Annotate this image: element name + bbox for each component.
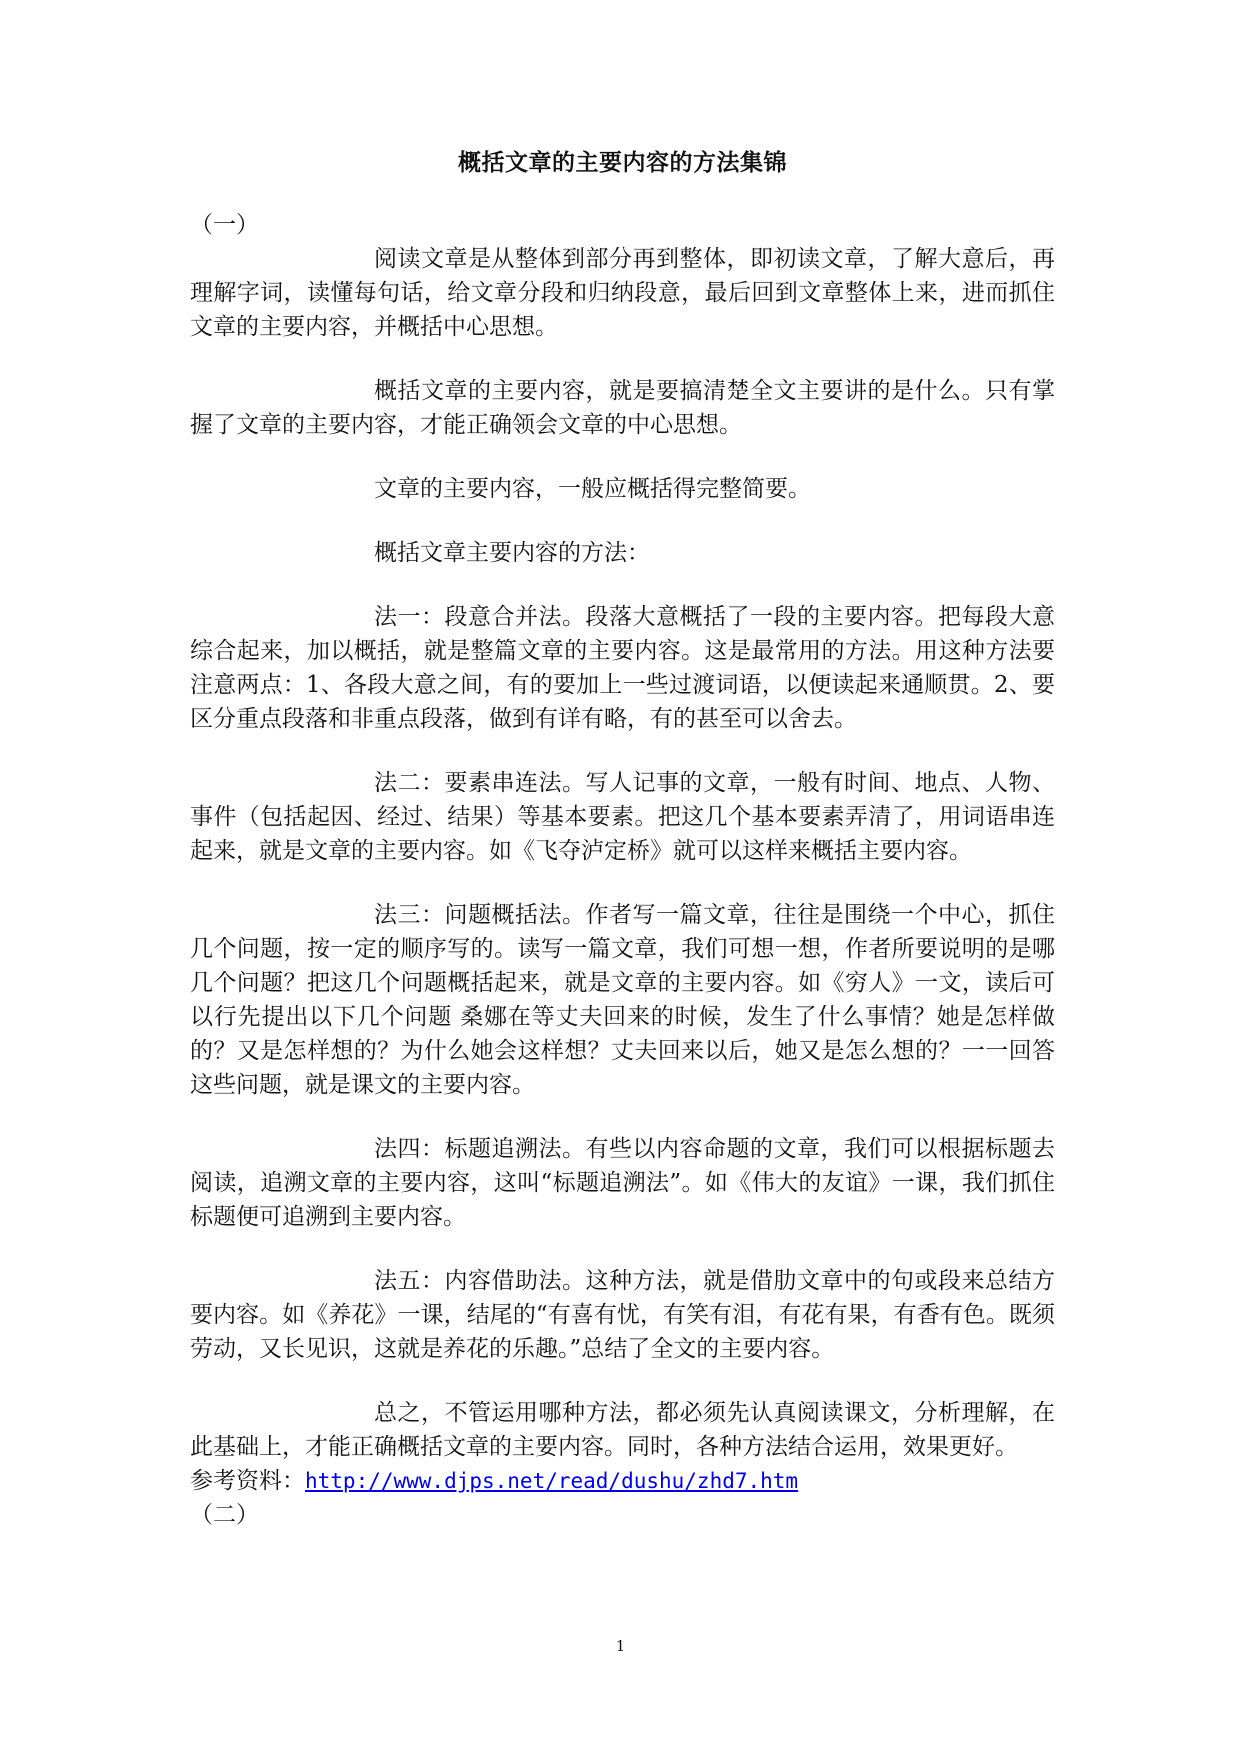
page-number: 1 <box>615 1637 626 1655</box>
document-title: 概括文章的主要内容的方法集锦 <box>458 149 787 176</box>
paragraph-method-2: 法二：要素串连法。写人记事的文章，一般有时间、地点、人物、事件（包括起因、经过、结果）等基本要素。把这几个基本要素弄清了，用词语串连起来，就是文章的主要内容。如《飞夺泸定桥》就可以这样来概括主要内容。 <box>190 770 1055 864</box>
document-body <box>190 148 1055 1532</box>
reference-line <box>190 1464 1055 1498</box>
paragraph-conclusion: 总之，不管运用哪种方法，都必须先认真阅读课文，分析理解，在此基础上，才能正确概括文章的主要内容。同时，各种方法结合运用，效果更好。 <box>190 1400 1055 1460</box>
paragraph-methods-heading: 概括文章主要内容的方法： <box>374 540 650 566</box>
paragraph-definition: 概括文章的主要内容，就是要搞清楚全文主要讲的是什么。只有掌握了文章的主要内容，才能正确领会文章的中心思想。 <box>190 378 1055 438</box>
paragraph-method-3: 法三：问题概括法。作者写一篇文章，往往是围绕一个中心，抓住几个问题，按一定的顺序写的。读写一篇文章，我们可想一想，作者所要说明的是哪几个问题？把这几个问题概括起来，就是文章的主要内容。如《穷人》一文，读后可以行先提出以下几个问题 桑娜在等丈夫回来的时候，发生了什么事情？她是怎样做的？又是怎样想的？为什么她会这样想？丈夫回来以后，她又是怎么想的？一一回答这些问题，就是课文的主要内容。 <box>190 902 1055 1098</box>
paragraph-method-4: 法四：标题追溯法。有些以内容命题的文章，我们可以根据标题去阅读，追溯文章的主要内容，这叫“标题追溯法”。如《伟大的友谊》一课，我们抓住标题便可追溯到主要内容。 <box>190 1136 1055 1230</box>
paragraph-method-5: 法五：内容借助法。这种方法，就是借肋文章中的句或段来总结方要内容。如《养花》一课，结尾的“有喜有忧，有笑有泪，有花有果，有香有色。既须劳动，又长见识，这就是养花的乐趣。”总结了全文的主要内容。 <box>190 1268 1055 1362</box>
section-marker-1: （一） <box>190 212 259 238</box>
reference-label: 参考资料： <box>190 1468 305 1494</box>
section-marker-2: （二） <box>190 1502 259 1528</box>
paragraph-intro: 阅读文章是从整体到部分再到整体，即初读文章，了解大意后，再理解字词，读懂每句话，给文章分段和归纳段意，最后回到文章整体上来，进而抓住文章的主要内容，并概括中心思想。 <box>190 246 1055 340</box>
paragraph-method-1: 法一：段意合并法。段落大意概括了一段的主要内容。把每段大意综合起来，加以概括，就是整篇文章的主要内容。这是最常用的方法。用这种方法要注意两点：1、各段大意之间，有的要加上一些过渡词语，以便读起来通顺贯。2、要区分重点段落和非重点段落，做到有详有略，有的甚至可以舍去。 <box>190 604 1055 732</box>
paragraph-requirement: 文章的主要内容，一般应概括得完整简要。 <box>374 476 811 502</box>
reference-link[interactable]: http://www.djps.net/read/dushu/zhd7.htm <box>305 1469 799 1493</box>
